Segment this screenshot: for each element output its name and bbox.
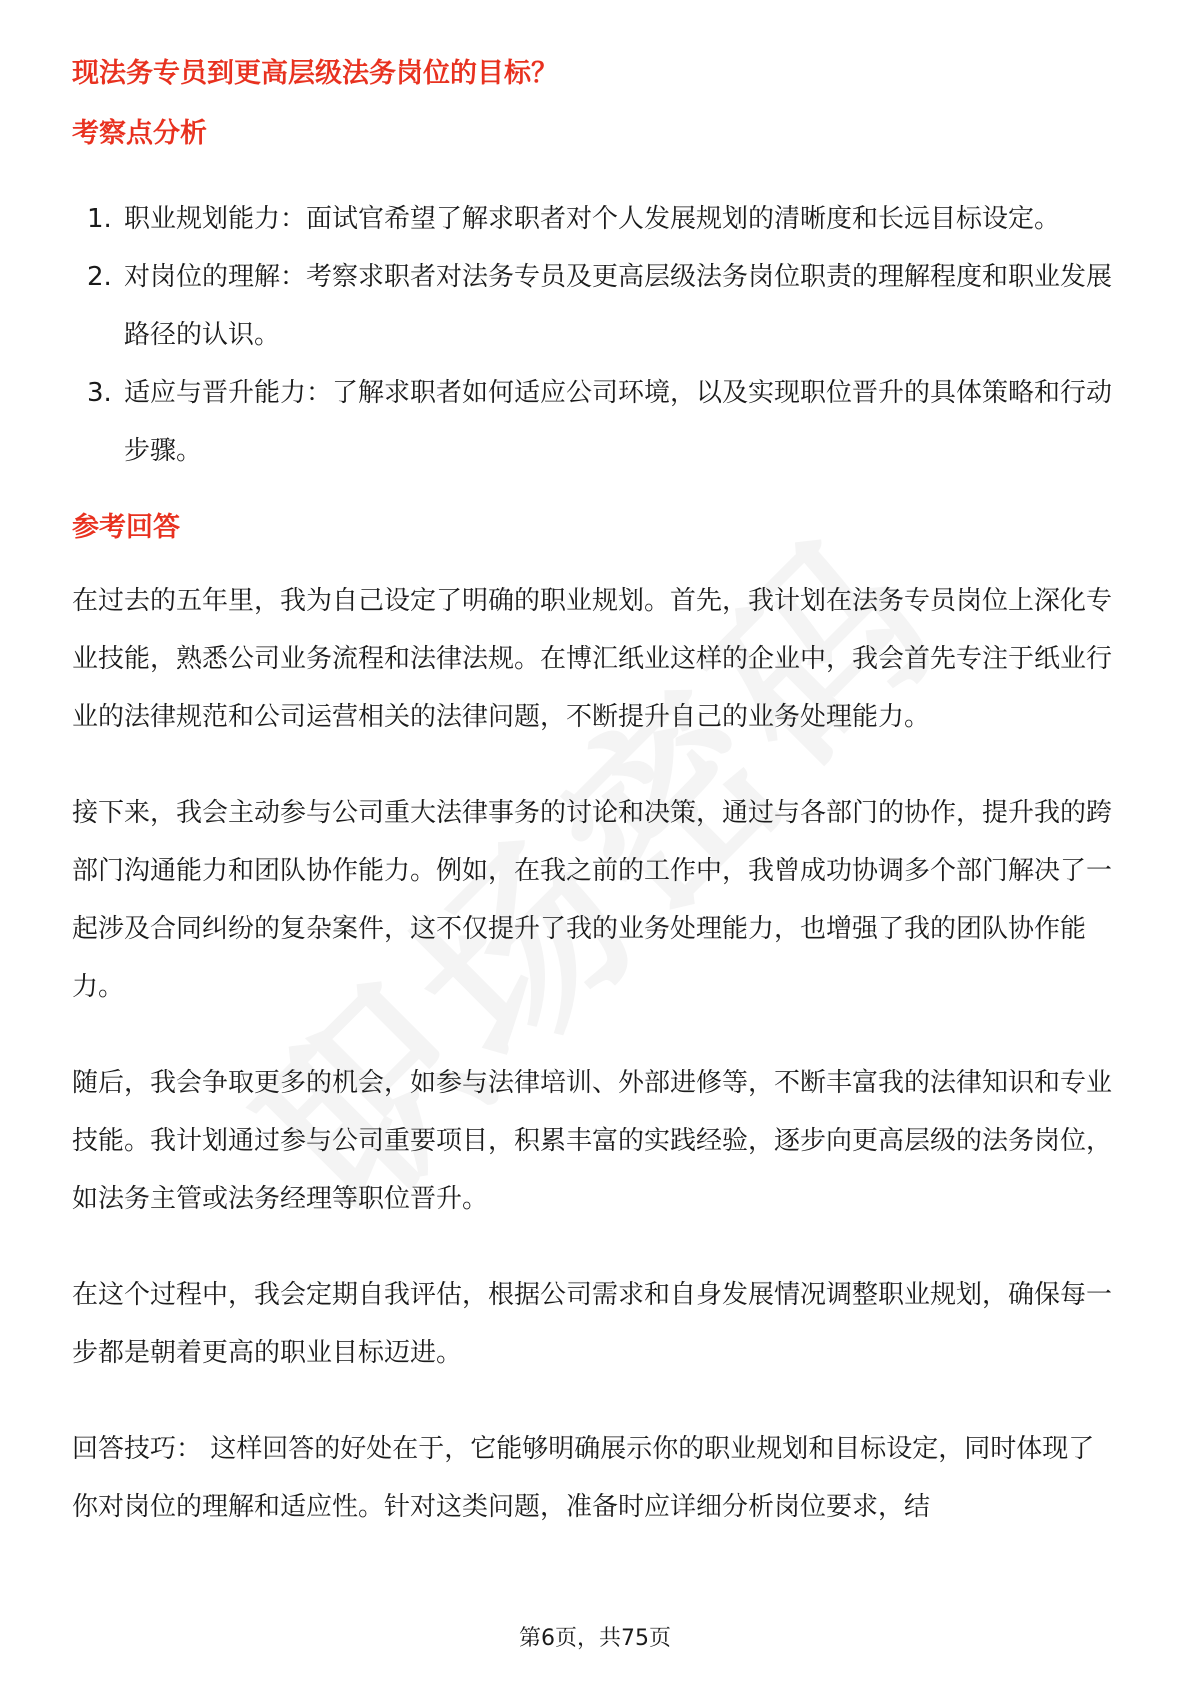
list-item-text: 对岗位的理解：考察求职者对法务专员及更高层级法务岗位职责的理解程度和职业发展路径的认识。	[124, 262, 1113, 350]
tips-paragraph: 回答技巧： 这样回答的好处在于，它能够明确展示你的职业规划和目标设定，同时体现了你对岗位的理解和适应性。针对这类问题，准备时应详细分析岗位要求，结	[72, 1434, 1095, 1522]
list-item	[72, 190, 1118, 248]
list-item-text: 职业规划能力：面试官希望了解求职者对个人发展规划的清晰度和长远目标设定。	[124, 204, 1061, 234]
answer-heading: 参考回答	[72, 512, 180, 543]
list-item-number: 3.	[87, 378, 112, 408]
analysis-heading: 考察点分析	[72, 118, 207, 149]
answer-paragraph: 接下来，我会主动参与公司重大法律事务的讨论和决策，通过与各部门的协作，提升我的跨部门沟通能力和团队协作能力。例如，在我之前的工作中，我曾成功协调多个部门解决了一起涉及合同纠纷的复杂案件，这不仅提升了我的业务处理能力，也增强了我的团队协作能力。	[72, 798, 1113, 1002]
list-item	[72, 364, 1118, 480]
list-item-text: 适应与晋升能力：了解求职者如何适应公司环境，以及实现职位晋升的具体策略和行动步骤。	[124, 378, 1113, 466]
answer-paragraph: 在这个过程中，我会定期自我评估，根据公司需求和自身发展情况调整职业规划，确保每一步都是朝着更高的职业目标迈进。	[72, 1280, 1113, 1368]
question-heading: 现法务专员到更高层级法务岗位的目标？	[72, 58, 558, 89]
page-number-footer: 第6页，共75页	[519, 1626, 671, 1651]
analysis-points-list	[72, 190, 1118, 480]
list-item-number: 1.	[87, 204, 112, 234]
document-page	[72, 52, 1118, 1536]
list-item-number: 2.	[87, 262, 112, 292]
answer-paragraph: 在过去的五年里，我为自己设定了明确的职业规划。首先，我计划在法务专员岗位上深化专业技能，熟悉公司业务流程和法律法规。在博汇纸业这样的企业中，我会首先专注于纸业行业的法律规范和公司运营相关的法律问题，不断提升自己的业务处理能力。	[72, 586, 1113, 732]
list-item	[72, 248, 1118, 364]
answer-paragraph: 随后，我会争取更多的机会，如参与法律培训、外部进修等，不断丰富我的法律知识和专业技能。我计划通过参与公司重要项目，积累丰富的实践经验，逐步向更高层级的法务岗位，如法务主管或法务经理等职位晋升。	[72, 1068, 1113, 1214]
